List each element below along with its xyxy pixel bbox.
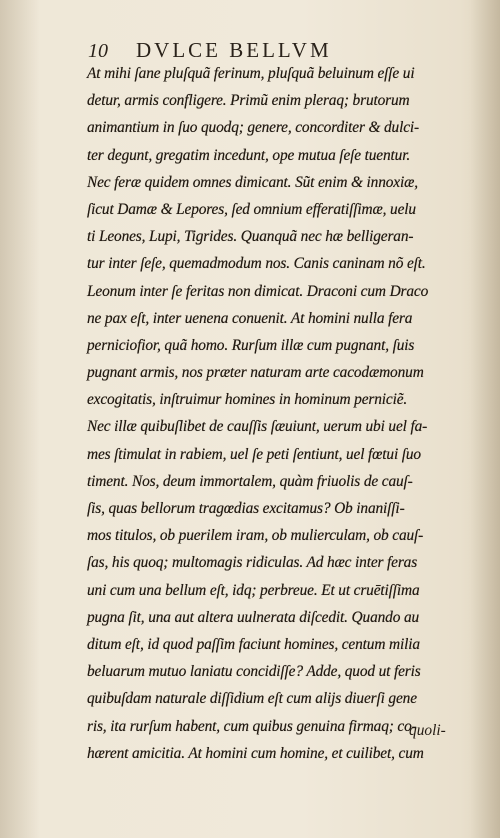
text-line: mos titulos, ob puerilem iram, ob mulierculam, ob cauſ- (87, 527, 424, 545)
text-line: Nec illæ quibuſlibet de cauſſis ſæuiunt, uerum ubi uel fa- (87, 418, 428, 436)
text-line: perniciofior, quã homo. Rurſum illæ cum pugnant, ſuis (87, 336, 415, 354)
text-line: animantium in ſuo quodq; genere, concorditer & dulci- (87, 119, 420, 137)
text-line: ris, ita rurſum habent, cum quibus genuina firmaq; co- (87, 717, 417, 735)
text-line: At mihi ſane pluſquã ferinum, pluſquã beluinum eſſe ui (87, 65, 415, 82)
catchword: quoli- (409, 722, 446, 739)
text-line: Nec feræ quidem omnes dimicant. Sũt enim & innoxiæ, (87, 173, 418, 191)
text-line: ſas, his quoq; multomagis ridiculas. Ad hæc inter feras (87, 554, 418, 572)
text-line: ne pax eſt, inter uenena conuenit. At homini nulla fera (87, 309, 413, 327)
gutter-shadow (0, 0, 40, 838)
text-line: mes ſtimulat in rabiem, uel ſe peti ſentiunt, uel fœtui ſuo (87, 445, 421, 463)
text-line: ſicut Damæ & Lepores, ſed omnium efferatiſſimæ, uelu (87, 200, 416, 218)
text-line: uni cum una bellum eſt, idq; perbreue. Et ut cruētiſſima (87, 581, 420, 599)
running-head: DVLCE BELLVM (136, 38, 332, 62)
text-line: ter degunt, gregatim incedunt, ope mutua ſeſe tuentur. (87, 146, 411, 164)
page-edge-shadow (470, 0, 500, 838)
text-line: excogitatis, inſtruimur homines in hominum perniciẽ. (87, 391, 408, 409)
text-line: tur inter ſeſe, quemadmodum nos. Canis caninam nõ eſt. (87, 255, 426, 273)
text-line: ſis, quas bellorum tragœdias excitamus? Ob inaniſſi- (87, 500, 405, 517)
text-line: detur, armis confligere. Primũ enim pleraq; brutorum (87, 92, 410, 110)
text-line: Leonum inter ſe feritas non dimicat. Draconi cum Draco (87, 282, 429, 300)
body-text (87, 60, 467, 767)
text-line: beluarum mutuo laniatu concidiſſe? Adde, quod ut feris (87, 663, 421, 681)
text-line: quibuſdam naturale diſſidium eſt cum alijs diuerſi gene (87, 690, 417, 708)
text-line: pugna ſit, una aut altera uulnerata diſcedit. Quando au (87, 608, 420, 626)
text-line: ditum eſt, id quod paſſim faciunt homines, centum milia (87, 635, 420, 653)
text-line: hærent amicitia. At homini cum homine, et cuilibet, cum (87, 744, 424, 762)
text-line: ti Leones, Lupi, Tigrides. Quanquã nec hæ belligeran- (87, 228, 414, 246)
text-line: pugnant armis, nos præter naturam arte cacodæmonum (87, 364, 424, 382)
text-line: timent. Nos, deum immortalem, quàm friuolis de cauſ- (87, 472, 413, 490)
page-number: 10 (88, 40, 108, 62)
